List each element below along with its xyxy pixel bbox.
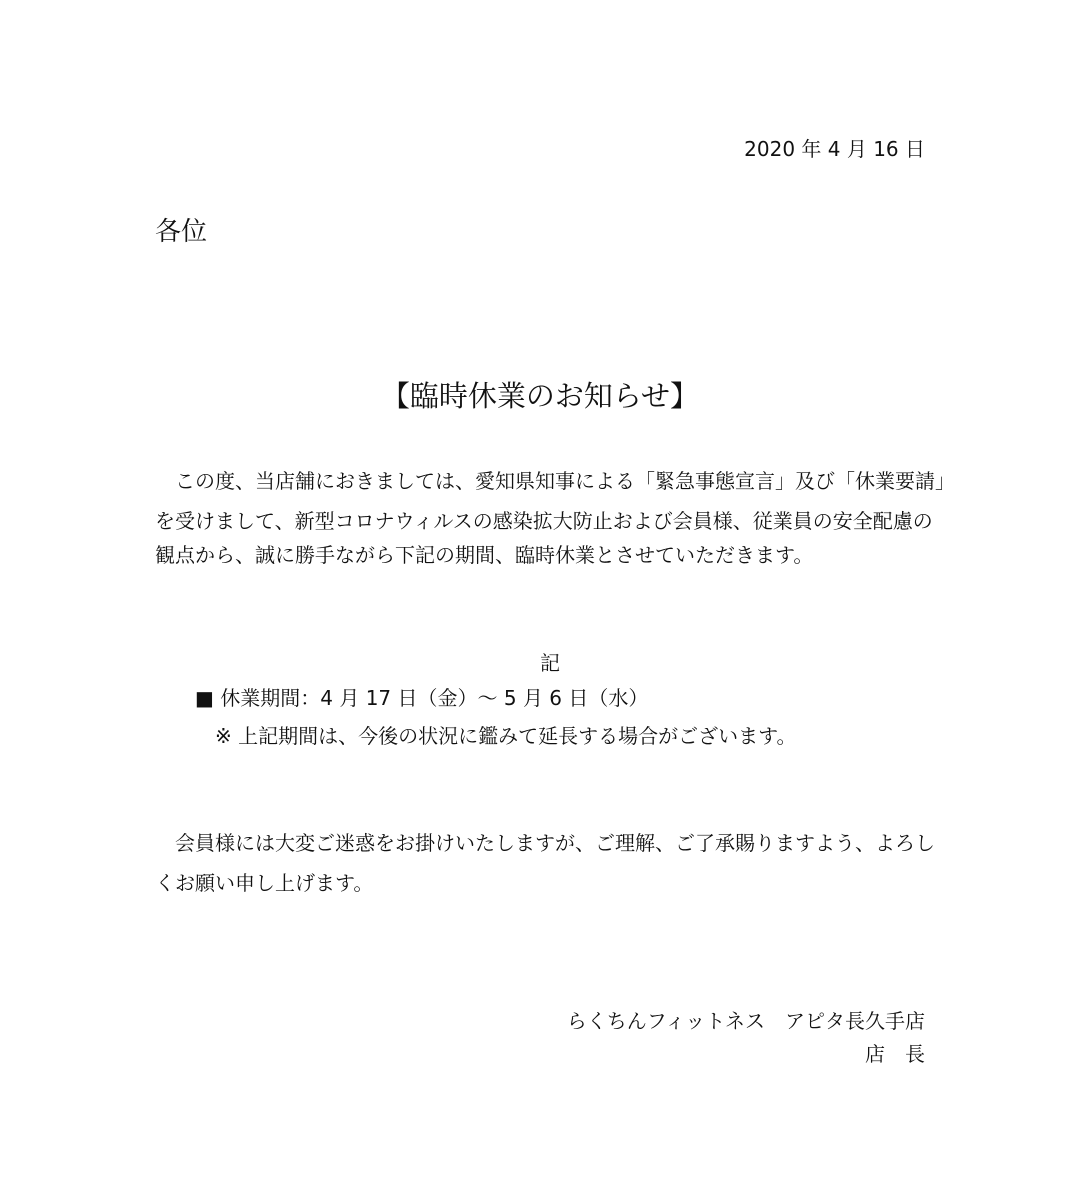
ki-heading: 記 (540, 651, 560, 675)
closing-line-1: 会員様には大変ご迷惑をお掛けいたしますが、ご理解、ご了承賜りますよう、よろし (155, 831, 935, 855)
signature-title: 店 長 (865, 1042, 925, 1066)
addressee: 各位 (155, 217, 208, 247)
closing-line-2: くお願い申し上げます。 (155, 871, 374, 895)
closure-period: ■ 休業期間：4 月 17 日（金）～ 5 月 6 日（水） (195, 686, 649, 710)
notice-title: 【臨時休業のお知らせ】 (380, 379, 700, 413)
intro-line-2: を受けまして、新型コロナウィルスの感染拡大防止および会員様、従業員の安全配慮の (155, 509, 933, 533)
extension-note: ※ 上記期間は、今後の状況に鑑みて延長する場合がございます。 (215, 724, 797, 748)
document-date: 2020 年 4 月 16 日 (744, 137, 925, 161)
intro-line-1: この度、当店舗におきましては、愛知県知事による「緊急事態宣言」及び「休業要請」 (155, 469, 955, 493)
signature-store: らくちんフィットネス アピタ長久手店 (566, 1009, 925, 1033)
intro-line-3: 観点から、誠に勝手ながら下記の期間、臨時休業とさせていただきます。 (155, 543, 814, 567)
